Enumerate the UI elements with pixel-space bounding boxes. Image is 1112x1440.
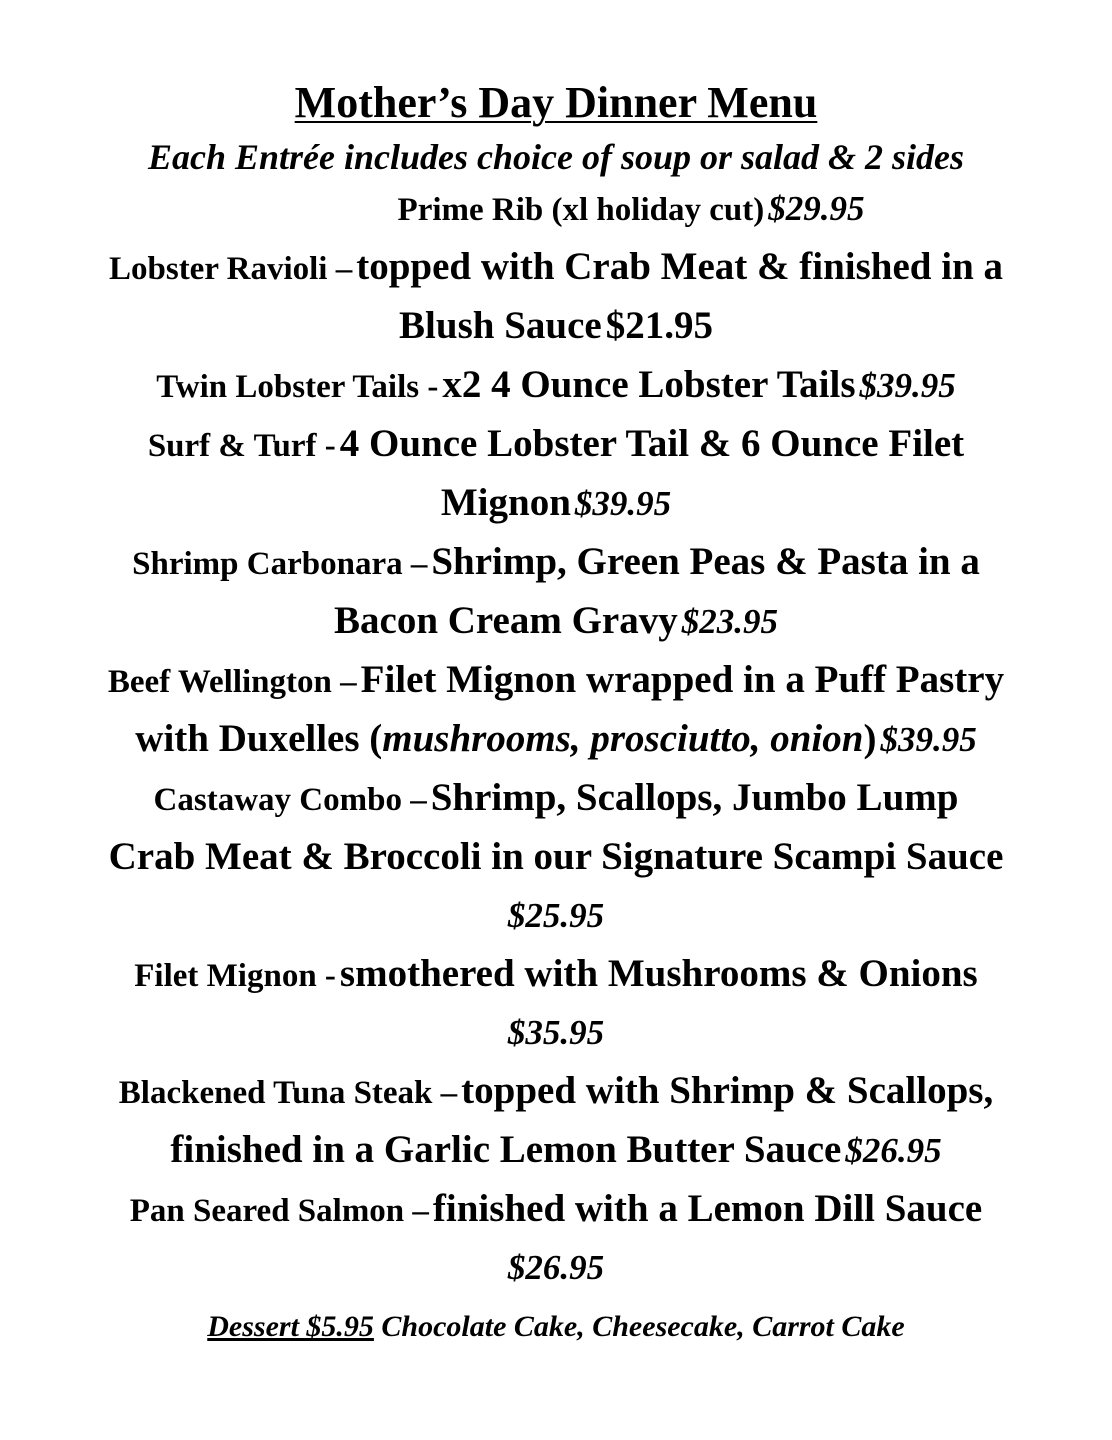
menu-item-lobster-ravioli — [106, 241, 1006, 359]
menu-item-prime-rib — [101, 183, 1011, 241]
item-description-italic: mushrooms, prosciutto, onion — [382, 717, 864, 760]
item-name: Pan Seared Salmon – — [129, 1193, 429, 1229]
item-price: $39.95 — [574, 484, 672, 523]
item-description: topped with Crab Meat & finished in a Blush Sauce — [356, 245, 1004, 347]
menu-item-filet-mignon — [106, 948, 1006, 1065]
item-description: Filet Mignon wrapped in a Puff Pastry with Duxelles ( — [135, 658, 1005, 760]
item-price: $23.95 — [681, 602, 778, 641]
dessert-options: Chocolate Cake, Cheesecake, Carrot Cake — [381, 1310, 905, 1343]
item-price: $39.95 — [880, 720, 977, 759]
menu-item-blackened-tuna — [106, 1065, 1006, 1183]
dessert-line — [0, 1304, 1112, 1350]
item-description: Shrimp, Green Peas & Pasta in a Bacon Cream Gravy — [334, 540, 980, 642]
item-description: finished with a Lemon Dill Sauce — [432, 1187, 983, 1230]
item-name: Twin Lobster Tails - — [156, 369, 439, 405]
item-description-end: ) — [863, 717, 877, 760]
dessert-label: Dessert $5.95 — [207, 1310, 374, 1343]
item-name: Prime Rib (xl holiday cut) — [397, 192, 765, 228]
menu-item-shrimp-carbonara — [106, 536, 1006, 654]
menu-title: Mother’s Day Dinner Menu — [294, 78, 818, 127]
item-name: Blackened Tuna Steak – — [118, 1075, 458, 1111]
item-description: Shrimp, Scallops, Jumbo Lump Crab Meat & Broccoli in our Signature Scampi Sauce — [108, 776, 1004, 878]
item-description: 4 Ounce Lobster Tail & 6 Ounce Filet Mignon — [339, 422, 965, 524]
item-name: Lobster Ravioli – — [108, 251, 353, 287]
item-price: $29.95 — [768, 189, 865, 228]
menu-item-surf-turf — [106, 418, 1006, 536]
menu-subtitle: Each Entrée includes choice of soup or salad & 2 sides — [147, 137, 965, 177]
item-name: Surf & Turf - — [147, 428, 336, 464]
menu-item-beef-wellington — [106, 654, 1006, 772]
menu-item-twin-lobster-tails — [106, 359, 1006, 418]
item-price: $21.95 — [605, 304, 713, 347]
item-price: $25.95 — [507, 896, 605, 935]
item-price: $26.95 — [507, 1248, 605, 1287]
menu-item-castaway-combo — [106, 772, 1006, 948]
item-price: $26.95 — [845, 1131, 942, 1170]
item-name: Beef Wellington – — [107, 664, 357, 700]
item-name: Filet Mignon - — [134, 958, 336, 994]
item-description: smothered with Mushrooms & Onions — [339, 952, 978, 995]
item-price: $39.95 — [859, 366, 956, 405]
item-description: topped with Shrimp & Scallops, finished in a Garlic Lemon Butter Sauce — [170, 1069, 994, 1171]
item-name: Shrimp Carbonara – — [132, 546, 428, 582]
menu-item-pan-seared-salmon — [106, 1183, 1006, 1300]
item-description: x2 4 Ounce Lobster Tails — [442, 363, 856, 406]
item-price: $35.95 — [507, 1013, 605, 1052]
item-name: Castaway Combo – — [153, 782, 427, 818]
